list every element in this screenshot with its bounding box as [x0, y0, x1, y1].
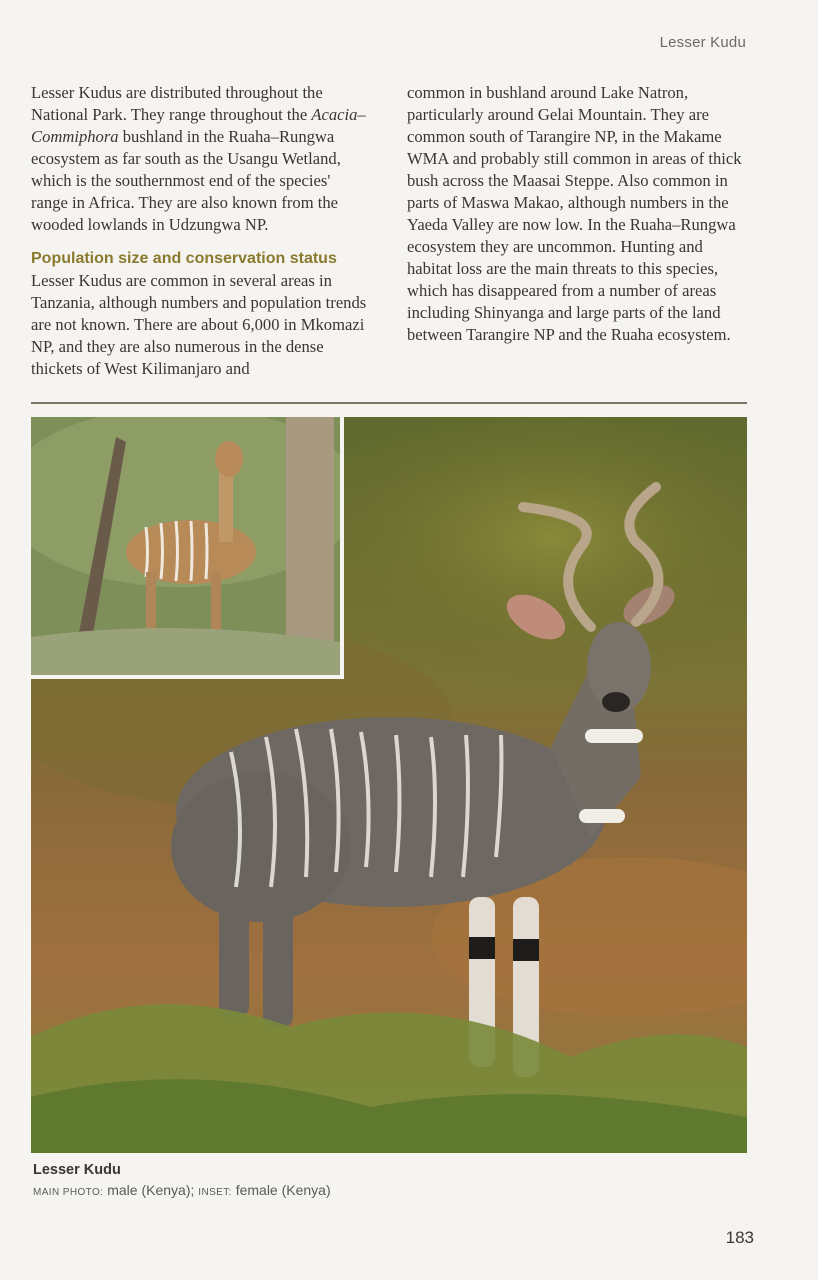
text-span: Lesser Kudus are distributed throughout the National Park. They range throughout the [31, 83, 323, 124]
inset-photo-female-kudu [31, 417, 344, 679]
caption-main-label: MAIN PHOTO: [33, 1187, 104, 1198]
column-left [31, 82, 371, 382]
paragraph-population: Lesser Kudus are common in several areas in Tanzania, although numbers and population trends are not known. There are about 6,000 in Mkomazi NP, and they are also numerous in the dense thickets of West Kilimanjaro and [31, 271, 367, 378]
column-right [407, 82, 747, 382]
running-head: Lesser Kudu [659, 34, 746, 51]
figure-caption [33, 1160, 331, 1203]
paragraph-distribution [31, 82, 371, 236]
page-number: 183 [725, 1228, 754, 1247]
caption-main-text: male (Kenya); [103, 1182, 199, 1198]
caption-title: Lesser Kudu [33, 1162, 121, 1178]
italic-term: Acacia–Commiphora [31, 105, 366, 146]
paragraph-continued: common in bushland around Lake Natron, particularly around Gelai Mountain. They are common south of Tarangire NP, in the Makame WMA and probably still common in areas of thick bush across the Maasai Steppe. Also common in parts of Maswa Makao, although numbers in the Yaeda Valley are now low. In the Ruaha–Rungwa ecosystem they are uncommon. Hunting and habitat loss are the main threats to this species, which has disappeared from a number of areas including Shinyanga and large parts of the land between Tarangire NP and the Ruaha ecosystem. [407, 83, 742, 344]
horizontal-rule [31, 402, 747, 404]
caption-inset-label: INSET: [198, 1187, 232, 1198]
caption-inset-text: female (Kenya) [231, 1182, 331, 1198]
text-span: bushland in the Ruaha–Rungwa ecosystem as far south as the Usangu Wetland, which is the southernmost end of the species' range in Africa. They are also known from the wooded lowlands in Udzungwa NP. [31, 127, 341, 234]
body-text [31, 82, 747, 382]
section-heading: Population size and conservation status [31, 250, 337, 267]
caption-credit [33, 1180, 331, 1203]
